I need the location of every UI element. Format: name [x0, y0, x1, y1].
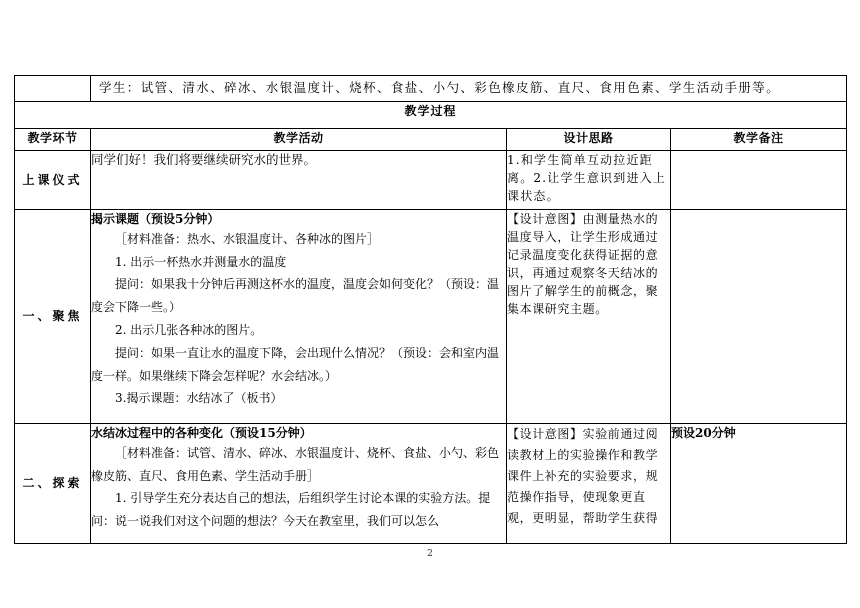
focus-question-1: 提问：如果我十分钟后再测这杯水的温度，温度会如何变化？（预设：温度会下降一些。） — [91, 277, 500, 315]
opening-row — [15, 150, 847, 209]
focus-activity — [91, 209, 507, 423]
header-activity: 教学活动 — [91, 128, 507, 150]
focus-step-1: 1. 出示一杯热水并测量水的温度 — [115, 254, 287, 269]
focus-design: 【设计意图】由测量热水的温度导入，让学生形成通过记录温度变化获得证据的意识，再通过观察冬天结冰的图片了解学生的前概念，聚集本课研究主题。 — [507, 209, 671, 423]
section-title-row — [15, 101, 847, 128]
explore-step-1: 1. 引导学生充分表达自己的想法，后组织学生讨论本课的实验方法。提问：说一说我们对这个问题的想法？今天在教室里，我们可以怎么 — [91, 491, 491, 529]
header-row — [15, 128, 847, 150]
focus-step-2: 2. 出示几张各种冰的图片。 — [115, 322, 263, 337]
header-notes: 教学备注 — [671, 128, 847, 150]
focus-question-2: 提问：如果一直让水的温度下降，会出现什么情况？（预设：会和室内温度一样。如果继续下降会怎样呢？水会结冰。） — [91, 345, 500, 383]
document-page — [14, 0, 846, 608]
explore-row — [15, 423, 847, 543]
explore-design: 【设计意图】实验前通过阅读教材上的实验操作和教学课件上补充的实验要求，规范操作指导，使现象更直观，更明显，帮助学生获得 — [507, 423, 671, 543]
materials-blank-cell — [15, 76, 91, 102]
explore-materials: ［材料准备：试管、清水、碎冰、水银温度计、烧杯、食盐、小勺、彩色橡皮筋、直尺、食用色素、学生活动手册］ — [91, 445, 500, 483]
explore-title: 水结冰过程中的各种变化（预设15分钟） — [91, 425, 312, 440]
focus-materials: ［材料准备：热水、水银温度计、各种冰的图片］ — [115, 231, 380, 246]
header-design: 设计思路 — [507, 128, 671, 150]
explore-stage: 二、探索 — [15, 423, 91, 543]
focus-row — [15, 209, 847, 423]
explore-notes: 预设20分钟 — [671, 423, 847, 543]
header-stage: 教学环节 — [15, 128, 91, 150]
focus-title: 揭示课题（预设5分钟） — [91, 211, 220, 226]
materials-row — [15, 76, 847, 102]
focus-step-3: 3.揭示课题：水结冰了（板书） — [115, 391, 283, 406]
focus-stage: 一、聚焦 — [15, 209, 91, 423]
opening-stage: 上课仪式 — [15, 150, 91, 209]
opening-activity: 同学们好！我们将要继续研究水的世界。 — [91, 150, 507, 209]
opening-notes — [671, 150, 847, 209]
lesson-table — [14, 75, 847, 544]
opening-design: 1.和学生简单互动拉近距离。2.让学生意识到进入上课状态。 — [507, 150, 671, 209]
explore-activity — [91, 423, 507, 543]
student-materials-text: 学生：试管、清水、碎冰、水银温度计、烧杯、食盐、小勺、彩色橡皮筋、直尺、食用色素、学生活动手册等。 — [99, 80, 781, 95]
focus-notes — [671, 209, 847, 423]
page-number: 2 — [427, 549, 433, 559]
materials-cell — [91, 76, 847, 102]
section-title: 教学过程 — [15, 101, 847, 128]
